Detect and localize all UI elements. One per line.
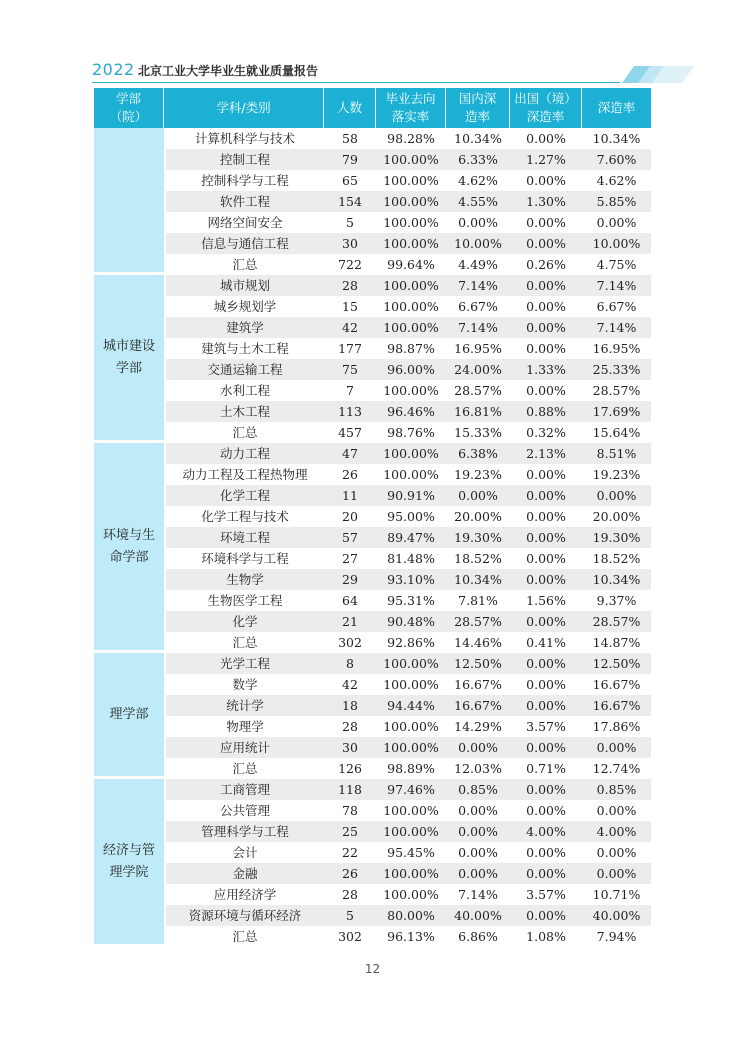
domestic-study-rate-cell: 10.00%	[446, 233, 510, 254]
placement-rate-cell: 81.48%	[376, 548, 446, 569]
domestic-study-rate-cell: 12.03%	[446, 758, 510, 779]
table-row	[94, 716, 651, 737]
count-cell: 154	[324, 191, 376, 212]
discipline-cell: 工商管理	[164, 779, 324, 800]
placement-rate-cell: 100.00%	[376, 863, 446, 884]
overseas-study-rate-cell: 0.00%	[510, 170, 582, 191]
overseas-study-rate-cell: 0.88%	[510, 401, 582, 422]
table-row	[94, 674, 651, 695]
domestic-study-rate-cell: 7.14%	[446, 275, 510, 296]
table-row	[94, 632, 651, 653]
domestic-study-rate-cell: 0.00%	[446, 800, 510, 821]
count-cell: 26	[324, 863, 376, 884]
overseas-study-rate-cell: 0.00%	[510, 485, 582, 506]
placement-rate-cell: 92.86%	[376, 632, 446, 653]
placement-rate-cell: 97.46%	[376, 779, 446, 800]
further-study-rate-cell: 16.67%	[582, 674, 651, 695]
overseas-study-rate-cell: 0.00%	[510, 800, 582, 821]
domestic-study-rate-cell: 10.34%	[446, 569, 510, 590]
placement-rate-cell: 100.00%	[376, 884, 446, 905]
further-study-rate-cell: 25.33%	[582, 359, 651, 380]
placement-rate-cell: 94.44%	[376, 695, 446, 716]
discipline-cell: 汇总	[164, 254, 324, 275]
overseas-study-rate-cell: 0.00%	[510, 569, 582, 590]
overseas-study-rate-cell: 0.00%	[510, 317, 582, 338]
domestic-study-rate-cell: 0.00%	[446, 842, 510, 863]
placement-rate-cell: 95.45%	[376, 842, 446, 863]
header-row	[94, 88, 651, 128]
table-row	[94, 338, 651, 359]
header-overseas-study-rate: 出国（境） 深造率	[510, 88, 582, 128]
domestic-study-rate-cell: 6.67%	[446, 296, 510, 317]
discipline-cell: 汇总	[164, 926, 324, 947]
discipline-cell: 交通运输工程	[164, 359, 324, 380]
further-study-rate-cell: 10.71%	[582, 884, 651, 905]
discipline-cell: 水利工程	[164, 380, 324, 401]
discipline-cell: 控制工程	[164, 149, 324, 170]
further-study-rate-cell: 0.00%	[582, 842, 651, 863]
header-division: 学部 （院）	[94, 88, 164, 128]
overseas-study-rate-cell: 0.00%	[510, 611, 582, 632]
table-row	[94, 275, 651, 296]
further-study-rate-cell: 15.64%	[582, 422, 651, 443]
placement-rate-cell: 90.48%	[376, 611, 446, 632]
domestic-study-rate-cell: 20.00%	[446, 506, 510, 527]
domestic-study-rate-cell: 0.00%	[446, 485, 510, 506]
header-further-study-rate: 深造率	[582, 88, 651, 128]
placement-rate-cell: 100.00%	[376, 653, 446, 674]
further-study-rate-cell: 0.00%	[582, 737, 651, 758]
count-cell: 27	[324, 548, 376, 569]
table-row	[94, 737, 651, 758]
placement-rate-cell: 98.87%	[376, 338, 446, 359]
further-study-rate-cell: 7.94%	[582, 926, 651, 947]
domestic-study-rate-cell: 6.86%	[446, 926, 510, 947]
domestic-study-rate-cell: 18.52%	[446, 548, 510, 569]
discipline-cell: 物理学	[164, 716, 324, 737]
table-row	[94, 149, 651, 170]
placement-rate-cell: 100.00%	[376, 233, 446, 254]
further-study-rate-cell: 7.60%	[582, 149, 651, 170]
placement-rate-cell: 100.00%	[376, 317, 446, 338]
division-cell: 城市建设 学部	[94, 275, 164, 443]
placement-rate-cell: 80.00%	[376, 905, 446, 926]
overseas-study-rate-cell: 4.00%	[510, 821, 582, 842]
placement-rate-cell: 100.00%	[376, 443, 446, 464]
discipline-cell: 汇总	[164, 632, 324, 653]
count-cell: 8	[324, 653, 376, 674]
discipline-cell: 建筑学	[164, 317, 324, 338]
discipline-cell: 化学	[164, 611, 324, 632]
domestic-study-rate-cell: 14.29%	[446, 716, 510, 737]
domestic-study-rate-cell: 4.62%	[446, 170, 510, 191]
placement-rate-cell: 100.00%	[376, 716, 446, 737]
table-row	[94, 926, 651, 947]
domestic-study-rate-cell: 10.34%	[446, 128, 510, 149]
further-study-rate-cell: 12.74%	[582, 758, 651, 779]
overseas-study-rate-cell: 1.56%	[510, 590, 582, 611]
discipline-cell: 化学工程与技术	[164, 506, 324, 527]
count-cell: 457	[324, 422, 376, 443]
placement-rate-cell: 96.46%	[376, 401, 446, 422]
placement-rate-cell: 100.00%	[376, 275, 446, 296]
count-cell: 15	[324, 296, 376, 317]
division-cell: 理学部	[94, 653, 164, 779]
table-row	[94, 443, 651, 464]
table-row	[94, 128, 651, 149]
report-year: 2022	[92, 60, 135, 79]
graduate-outcomes-table	[94, 88, 651, 947]
count-cell: 126	[324, 758, 376, 779]
further-study-rate-cell: 0.00%	[582, 485, 651, 506]
further-study-rate-cell: 0.00%	[582, 800, 651, 821]
overseas-study-rate-cell: 0.00%	[510, 779, 582, 800]
domestic-study-rate-cell: 0.00%	[446, 737, 510, 758]
further-study-rate-cell: 12.50%	[582, 653, 651, 674]
placement-rate-cell: 98.76%	[376, 422, 446, 443]
count-cell: 722	[324, 254, 376, 275]
count-cell: 79	[324, 149, 376, 170]
discipline-cell: 会计	[164, 842, 324, 863]
placement-rate-cell: 95.31%	[376, 590, 446, 611]
overseas-study-rate-cell: 0.32%	[510, 422, 582, 443]
further-study-rate-cell: 0.00%	[582, 863, 651, 884]
count-cell: 25	[324, 821, 376, 842]
domestic-study-rate-cell: 28.57%	[446, 611, 510, 632]
discipline-cell: 应用经济学	[164, 884, 324, 905]
overseas-study-rate-cell: 1.27%	[510, 149, 582, 170]
page-header	[92, 60, 682, 84]
division-cell	[94, 128, 164, 275]
discipline-cell: 金融	[164, 863, 324, 884]
placement-rate-cell: 98.28%	[376, 128, 446, 149]
table-row	[94, 695, 651, 716]
domestic-study-rate-cell: 7.81%	[446, 590, 510, 611]
further-study-rate-cell: 10.34%	[582, 128, 651, 149]
placement-rate-cell: 90.91%	[376, 485, 446, 506]
domestic-study-rate-cell: 0.00%	[446, 212, 510, 233]
table-row	[94, 653, 651, 674]
discipline-cell: 生物医学工程	[164, 590, 324, 611]
table-row	[94, 296, 651, 317]
placement-rate-cell: 89.47%	[376, 527, 446, 548]
table-row	[94, 884, 651, 905]
discipline-cell: 公共管理	[164, 800, 324, 821]
count-cell: 11	[324, 485, 376, 506]
table-row	[94, 548, 651, 569]
table-row	[94, 191, 651, 212]
further-study-rate-cell: 5.85%	[582, 191, 651, 212]
count-cell: 42	[324, 674, 376, 695]
domestic-study-rate-cell: 0.00%	[446, 863, 510, 884]
table-row	[94, 359, 651, 380]
table-row	[94, 758, 651, 779]
domestic-study-rate-cell: 16.67%	[446, 674, 510, 695]
further-study-rate-cell: 28.57%	[582, 611, 651, 632]
discipline-cell: 生物学	[164, 569, 324, 590]
overseas-study-rate-cell: 0.00%	[510, 296, 582, 317]
table-row	[94, 611, 651, 632]
table-row	[94, 212, 651, 233]
discipline-cell: 环境科学与工程	[164, 548, 324, 569]
placement-rate-cell: 100.00%	[376, 296, 446, 317]
placement-rate-cell: 100.00%	[376, 674, 446, 695]
domestic-study-rate-cell: 6.38%	[446, 443, 510, 464]
count-cell: 64	[324, 590, 376, 611]
count-cell: 47	[324, 443, 376, 464]
count-cell: 28	[324, 275, 376, 296]
table-row	[94, 170, 651, 191]
overseas-study-rate-cell: 0.00%	[510, 464, 582, 485]
count-cell: 177	[324, 338, 376, 359]
table-row	[94, 842, 651, 863]
discipline-cell: 汇总	[164, 758, 324, 779]
further-study-rate-cell: 7.14%	[582, 317, 651, 338]
count-cell: 5	[324, 905, 376, 926]
table-row	[94, 863, 651, 884]
overseas-study-rate-cell: 1.08%	[510, 926, 582, 947]
overseas-study-rate-cell: 0.00%	[510, 695, 582, 716]
placement-rate-cell: 100.00%	[376, 170, 446, 191]
domestic-study-rate-cell: 28.57%	[446, 380, 510, 401]
overseas-study-rate-cell: 1.33%	[510, 359, 582, 380]
discipline-cell: 建筑与土木工程	[164, 338, 324, 359]
table-row	[94, 233, 651, 254]
overseas-study-rate-cell: 1.30%	[510, 191, 582, 212]
placement-rate-cell: 95.00%	[376, 506, 446, 527]
placement-rate-cell: 99.64%	[376, 254, 446, 275]
count-cell: 30	[324, 737, 376, 758]
table-row	[94, 905, 651, 926]
placement-rate-cell: 100.00%	[376, 737, 446, 758]
table-row	[94, 821, 651, 842]
table-row	[94, 485, 651, 506]
count-cell: 57	[324, 527, 376, 548]
further-study-rate-cell: 17.69%	[582, 401, 651, 422]
header-discipline: 学科/类别	[164, 88, 324, 128]
discipline-cell: 软件工程	[164, 191, 324, 212]
further-study-rate-cell: 18.52%	[582, 548, 651, 569]
discipline-cell: 网络空间安全	[164, 212, 324, 233]
count-cell: 28	[324, 884, 376, 905]
domestic-study-rate-cell: 19.23%	[446, 464, 510, 485]
overseas-study-rate-cell: 0.00%	[510, 338, 582, 359]
overseas-study-rate-cell: 0.00%	[510, 653, 582, 674]
further-study-rate-cell: 6.67%	[582, 296, 651, 317]
domestic-study-rate-cell: 16.81%	[446, 401, 510, 422]
domestic-study-rate-cell: 15.33%	[446, 422, 510, 443]
discipline-cell: 控制科学与工程	[164, 170, 324, 191]
count-cell: 113	[324, 401, 376, 422]
discipline-cell: 土木工程	[164, 401, 324, 422]
domestic-study-rate-cell: 40.00%	[446, 905, 510, 926]
overseas-study-rate-cell: 0.00%	[510, 674, 582, 695]
division-cell: 环境与生 命学部	[94, 443, 164, 653]
further-study-rate-cell: 0.00%	[582, 212, 651, 233]
further-study-rate-cell: 40.00%	[582, 905, 651, 926]
count-cell: 26	[324, 464, 376, 485]
discipline-cell: 管理科学与工程	[164, 821, 324, 842]
discipline-cell: 数学	[164, 674, 324, 695]
placement-rate-cell: 100.00%	[376, 464, 446, 485]
placement-rate-cell: 93.10%	[376, 569, 446, 590]
further-study-rate-cell: 10.34%	[582, 569, 651, 590]
domestic-study-rate-cell: 12.50%	[446, 653, 510, 674]
count-cell: 302	[324, 632, 376, 653]
discipline-cell: 动力工程	[164, 443, 324, 464]
domestic-study-rate-cell: 16.95%	[446, 338, 510, 359]
domestic-study-rate-cell: 0.00%	[446, 821, 510, 842]
count-cell: 78	[324, 800, 376, 821]
placement-rate-cell: 100.00%	[376, 800, 446, 821]
placement-rate-cell: 98.89%	[376, 758, 446, 779]
overseas-study-rate-cell: 0.00%	[510, 863, 582, 884]
further-study-rate-cell: 19.30%	[582, 527, 651, 548]
table-row	[94, 527, 651, 548]
overseas-study-rate-cell: 0.00%	[510, 737, 582, 758]
domestic-study-rate-cell: 14.46%	[446, 632, 510, 653]
placement-rate-cell: 96.13%	[376, 926, 446, 947]
domestic-study-rate-cell: 0.85%	[446, 779, 510, 800]
count-cell: 29	[324, 569, 376, 590]
discipline-cell: 资源环境与循环经济	[164, 905, 324, 926]
overseas-study-rate-cell: 0.00%	[510, 506, 582, 527]
domestic-study-rate-cell: 7.14%	[446, 884, 510, 905]
overseas-study-rate-cell: 3.57%	[510, 716, 582, 737]
discipline-cell: 环境工程	[164, 527, 324, 548]
further-study-rate-cell: 16.95%	[582, 338, 651, 359]
domestic-study-rate-cell: 16.67%	[446, 695, 510, 716]
overseas-study-rate-cell: 0.71%	[510, 758, 582, 779]
count-cell: 7	[324, 380, 376, 401]
count-cell: 30	[324, 233, 376, 254]
count-cell: 65	[324, 170, 376, 191]
further-study-rate-cell: 7.14%	[582, 275, 651, 296]
discipline-cell: 动力工程及工程热物理	[164, 464, 324, 485]
overseas-study-rate-cell: 0.00%	[510, 275, 582, 296]
page-number: 12	[364, 962, 381, 976]
overseas-study-rate-cell: 0.00%	[510, 527, 582, 548]
table-row	[94, 779, 651, 800]
table-row	[94, 254, 651, 275]
header-rule	[92, 82, 620, 83]
domestic-study-rate-cell: 19.30%	[446, 527, 510, 548]
table-row	[94, 800, 651, 821]
further-study-rate-cell: 4.75%	[582, 254, 651, 275]
overseas-study-rate-cell: 0.00%	[510, 212, 582, 233]
placement-rate-cell: 100.00%	[376, 380, 446, 401]
overseas-study-rate-cell: 0.00%	[510, 233, 582, 254]
overseas-study-rate-cell: 0.00%	[510, 128, 582, 149]
further-study-rate-cell: 0.85%	[582, 779, 651, 800]
placement-rate-cell: 96.00%	[376, 359, 446, 380]
overseas-study-rate-cell: 2.13%	[510, 443, 582, 464]
discipline-cell: 信息与通信工程	[164, 233, 324, 254]
discipline-cell: 光学工程	[164, 653, 324, 674]
table-row	[94, 422, 651, 443]
discipline-cell: 计算机科学与技术	[164, 128, 324, 149]
count-cell: 302	[324, 926, 376, 947]
header-domestic-study-rate: 国内深 造率	[446, 88, 510, 128]
further-study-rate-cell: 16.67%	[582, 695, 651, 716]
further-study-rate-cell: 4.62%	[582, 170, 651, 191]
overseas-study-rate-cell: 0.00%	[510, 905, 582, 926]
further-study-rate-cell: 10.00%	[582, 233, 651, 254]
further-study-rate-cell: 28.57%	[582, 380, 651, 401]
count-cell: 28	[324, 716, 376, 737]
discipline-cell: 应用统计	[164, 737, 324, 758]
further-study-rate-cell: 4.00%	[582, 821, 651, 842]
count-cell: 75	[324, 359, 376, 380]
header-count: 人数	[324, 88, 376, 128]
overseas-study-rate-cell: 0.41%	[510, 632, 582, 653]
placement-rate-cell: 100.00%	[376, 191, 446, 212]
header-decoration	[620, 66, 682, 83]
overseas-study-rate-cell: 0.00%	[510, 842, 582, 863]
placement-rate-cell: 100.00%	[376, 212, 446, 233]
discipline-cell: 化学工程	[164, 485, 324, 506]
further-study-rate-cell: 9.37%	[582, 590, 651, 611]
domestic-study-rate-cell: 4.49%	[446, 254, 510, 275]
placement-rate-cell: 100.00%	[376, 149, 446, 170]
report-title: 北京工业大学毕业生就业质量报告	[138, 64, 319, 78]
domestic-study-rate-cell: 6.33%	[446, 149, 510, 170]
further-study-rate-cell: 14.87%	[582, 632, 651, 653]
further-study-rate-cell: 17.86%	[582, 716, 651, 737]
header-placement-rate: 毕业去向 落实率	[376, 88, 446, 128]
further-study-rate-cell: 20.00%	[582, 506, 651, 527]
count-cell: 58	[324, 128, 376, 149]
table-row	[94, 464, 651, 485]
further-study-rate-cell: 8.51%	[582, 443, 651, 464]
discipline-cell: 城市规划	[164, 275, 324, 296]
table-row	[94, 317, 651, 338]
count-cell: 18	[324, 695, 376, 716]
placement-rate-cell: 100.00%	[376, 821, 446, 842]
overseas-study-rate-cell: 0.00%	[510, 380, 582, 401]
domestic-study-rate-cell: 24.00%	[446, 359, 510, 380]
table-row	[94, 506, 651, 527]
count-cell: 42	[324, 317, 376, 338]
division-cell: 经济与管 理学院	[94, 779, 164, 947]
table-row	[94, 380, 651, 401]
discipline-cell: 统计学	[164, 695, 324, 716]
count-cell: 118	[324, 779, 376, 800]
domestic-study-rate-cell: 4.55%	[446, 191, 510, 212]
further-study-rate-cell: 19.23%	[582, 464, 651, 485]
overseas-study-rate-cell: 3.57%	[510, 884, 582, 905]
table-row	[94, 401, 651, 422]
table-row	[94, 569, 651, 590]
count-cell: 5	[324, 212, 376, 233]
discipline-cell: 城乡规划学	[164, 296, 324, 317]
table-row	[94, 590, 651, 611]
overseas-study-rate-cell: 0.26%	[510, 254, 582, 275]
count-cell: 21	[324, 611, 376, 632]
overseas-study-rate-cell: 0.00%	[510, 548, 582, 569]
count-cell: 20	[324, 506, 376, 527]
count-cell: 22	[324, 842, 376, 863]
domestic-study-rate-cell: 7.14%	[446, 317, 510, 338]
discipline-cell: 汇总	[164, 422, 324, 443]
